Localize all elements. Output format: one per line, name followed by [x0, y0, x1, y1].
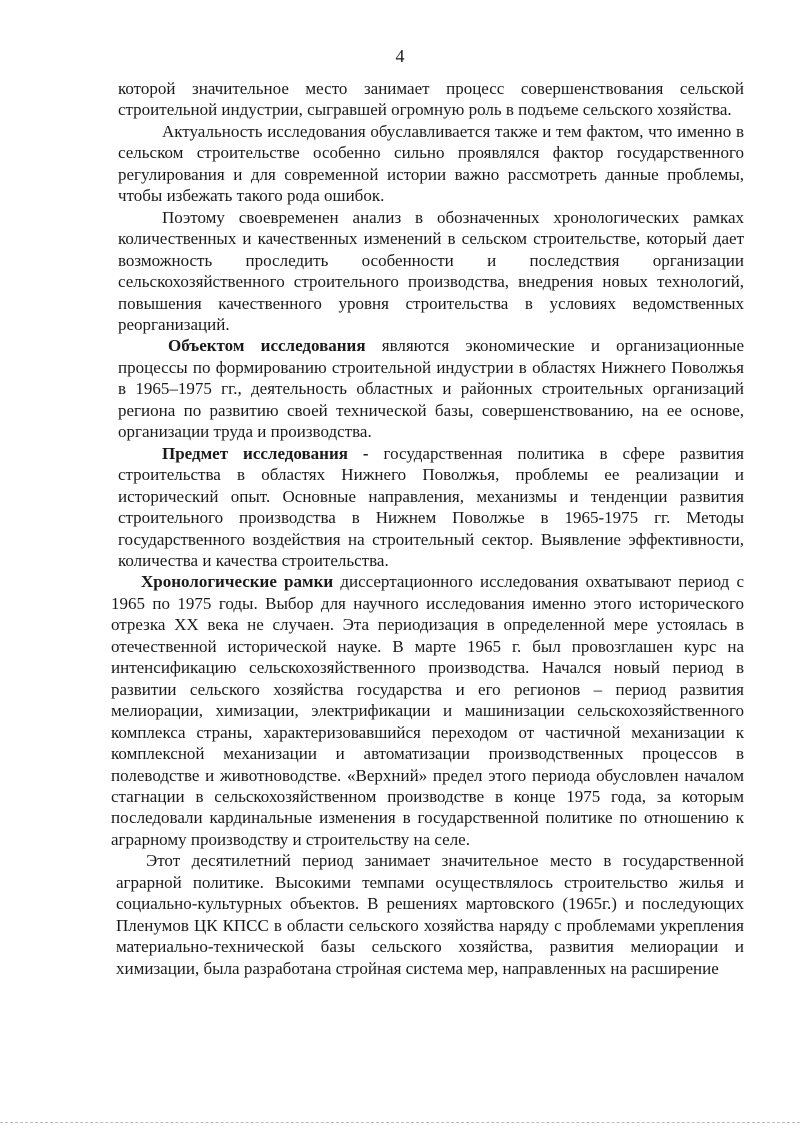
paragraph-text: являются экономические и организационные процессы по формированию строительной индустрии в областях Нижнего Поволжья в 1965–1975 гг., деятельность областных и районных строительных организаций региона по развитию своей технической базы, совершенствованию, на ее основе, организации труда и производства.: [118, 336, 745, 442]
scan-edge-rule: [0, 1122, 800, 1123]
paragraph-text: государственная политика в сфере развития строительства в областях Нижнего Поволжья, проблемы ее реализации и исторический опыт. Основные направления, механизмы и тенденции развития строительного производства в Нижнем Поволжье в 1965-1975 гг. Методы государственного воздействия на строительный сектор. Выявление эффективности, количества и качества строительства.: [118, 443, 745, 570]
paragraph-research-subject: [118, 443, 744, 572]
paragraph-research-object: [118, 335, 744, 442]
paragraph-text: которой значительное место занимает процесс совершенствования сельской строительной индустрии, сыгравшей огромную роль в подъеме сельского хозяйства.: [118, 79, 744, 120]
paragraph-lead-term: Предмет исследования -: [162, 443, 369, 463]
page-number: 4: [395, 46, 405, 66]
paragraph-text: Этот десятилетний период занимает значительное место в государственной аграрной политике. Высокими темпами осуществлялось строительство жилья и социально-культурных объектов. В решениях мартовского (1965г.) и последующих Пленумов ЦК КПСС в области сельского хозяйства наряду с проблемами укрепления материально-технической базы сельского хозяйства, развития мелиорации и химизации, была разработана стройная система мер, направленных на расширение: [116, 851, 744, 978]
body-text: [111, 78, 745, 979]
paragraph-chronological-frame: [111, 571, 744, 850]
paragraph-lead-term: Объектом исследования: [168, 336, 366, 356]
paragraph-continuation: [118, 78, 744, 121]
paragraph-relevance: [118, 121, 744, 207]
paragraph-text: Актуальность исследования обуславливается также и тем фактом, что именно в сельском строительстве особенно сильно проявлялся фактор государственного регулирования и для современной истории важно рассмотреть данные проблемы, чтобы избежать такого рода ошибок.: [118, 121, 744, 206]
paragraph-text: Поэтому своевременен анализ в обозначенных хронологических рамках количественных и качественных изменений в сельском строительстве, который дает возможность проследить особенности и последствия организации сельскохозяйственного строительного производства, внедрения новых технологий, повышения качественного уровня строительства в условиях ведомственных реорганизаций.: [118, 207, 744, 334]
paragraph-lead-term: Хронологические рамки: [141, 572, 334, 592]
paragraph-analysis: [118, 207, 744, 336]
paragraph-decade-period: [116, 850, 744, 979]
paragraph-text: диссертационного исследования охватывают период с 1965 по 1975 годы. Выбор для научного исследования именно этого исторического отрезка XX века не случаен. Эта периодизация в определенной мере устоялась в отечественной исторической науке. В марте 1965 г. был провозглашен курс на интенсификацию сельскохозяйственного производства. Начался новый период в развитии сельского хозяйства государства и его регионов – период развития мелиорации, химизации, электрификации и машинизации сельскохозяйственного комплекса страны, характеризовавшийся переходом от частичной механизации к комплексной механизации и автоматизации производственных процессов в полеводстве и животноводстве. «Верхний» предел этого периода обусловлен началом стагнации в сельскохозяйственном производстве в конце 1975 года, за которым последовали кардинальные изменения в государственной политике по отношению к аграрному производству и строительству на селе.: [111, 572, 745, 849]
